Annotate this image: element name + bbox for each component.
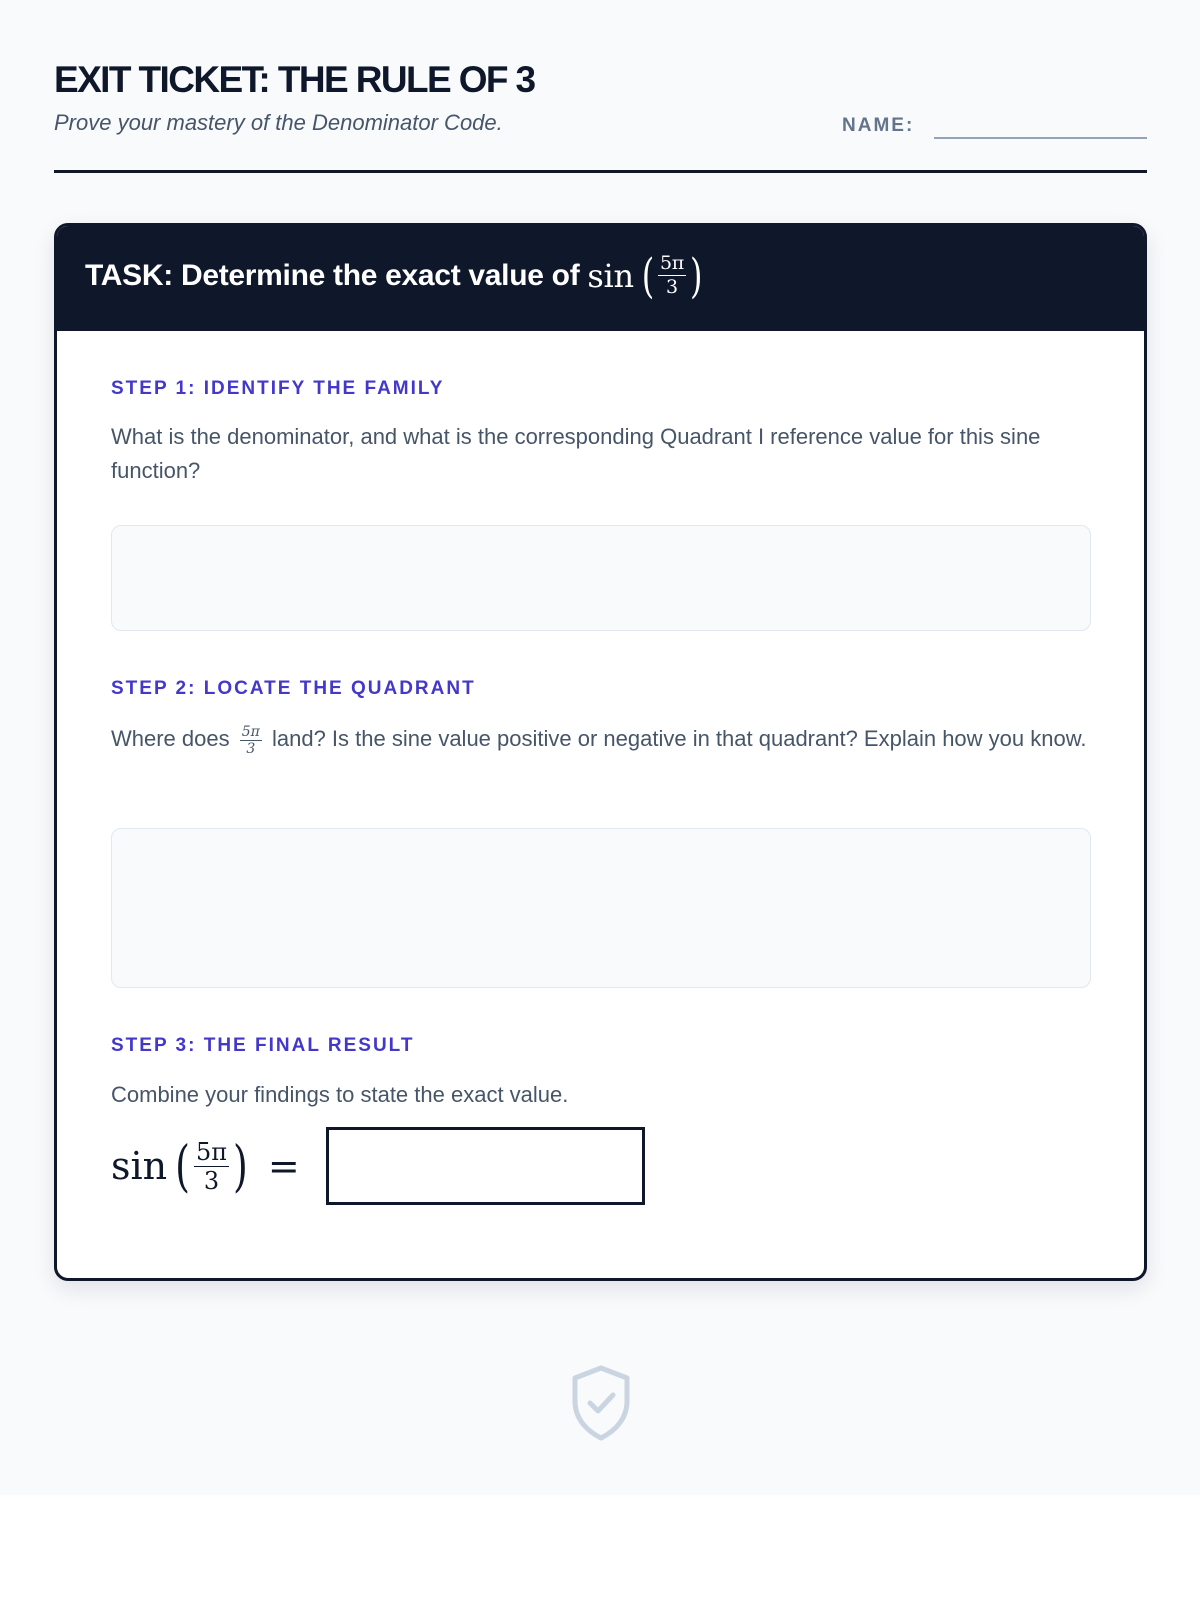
shield-check-icon	[569, 1365, 633, 1441]
step-2-answer-box[interactable]	[111, 828, 1091, 988]
name-field[interactable]	[934, 137, 1147, 139]
step-1-question: What is the denominator, and what is the corresponding Quadrant I reference value for this sine function?	[111, 424, 1041, 483]
final-function: sin	[111, 1144, 168, 1188]
page-subtitle: Prove your mastery of the Denominator Code.	[54, 110, 503, 135]
step-2-question	[111, 722, 1091, 756]
task-fraction	[658, 254, 686, 297]
final-fraction	[194, 1137, 229, 1195]
step-3-title: STEP 3: THE FINAL RESULT	[111, 1035, 415, 1056]
task-statement	[85, 247, 703, 304]
final-open-paren: (	[175, 1134, 190, 1198]
step-3-question: Combine your findings to state the exact value.	[111, 1082, 569, 1107]
final-answer-box[interactable]	[326, 1127, 645, 1205]
step-2-fraction	[240, 725, 262, 756]
close-paren: )	[689, 247, 703, 304]
task-prefix: TASK: Determine the exact value of	[85, 258, 580, 292]
step-1-title: STEP 1: IDENTIFY THE FAMILY	[111, 378, 445, 399]
final-expression	[111, 1134, 248, 1198]
step-2-title: STEP 2: LOCATE THE QUADRANT	[111, 678, 476, 699]
step-2-denominator: 3	[246, 740, 256, 757]
task-card	[54, 223, 1147, 1281]
open-paren: (	[641, 247, 654, 304]
equals-sign: =	[267, 1144, 300, 1188]
task-header	[57, 226, 1144, 331]
step-1-answer-box[interactable]	[111, 525, 1091, 631]
final-answer-row	[111, 1126, 645, 1206]
final-numerator: 5π	[195, 1137, 228, 1166]
name-label: NAME:	[842, 115, 915, 136]
page-title: EXIT TICKET: THE RULE OF 3	[54, 59, 535, 100]
final-close-paren: )	[233, 1134, 248, 1198]
step-2-text-before: Where does	[111, 726, 230, 751]
task-expression	[587, 247, 703, 304]
task-function: sin	[587, 256, 634, 295]
task-numerator: 5π	[659, 252, 684, 274]
task-denominator: 3	[666, 276, 678, 298]
ticket-header	[54, 55, 1147, 173]
step-2-numerator: 5π	[241, 723, 260, 740]
final-denominator: 3	[203, 1166, 220, 1195]
step-2-text-after: land? Is the sine value positive or negative in that quadrant? Explain how you know.	[271, 726, 1087, 751]
